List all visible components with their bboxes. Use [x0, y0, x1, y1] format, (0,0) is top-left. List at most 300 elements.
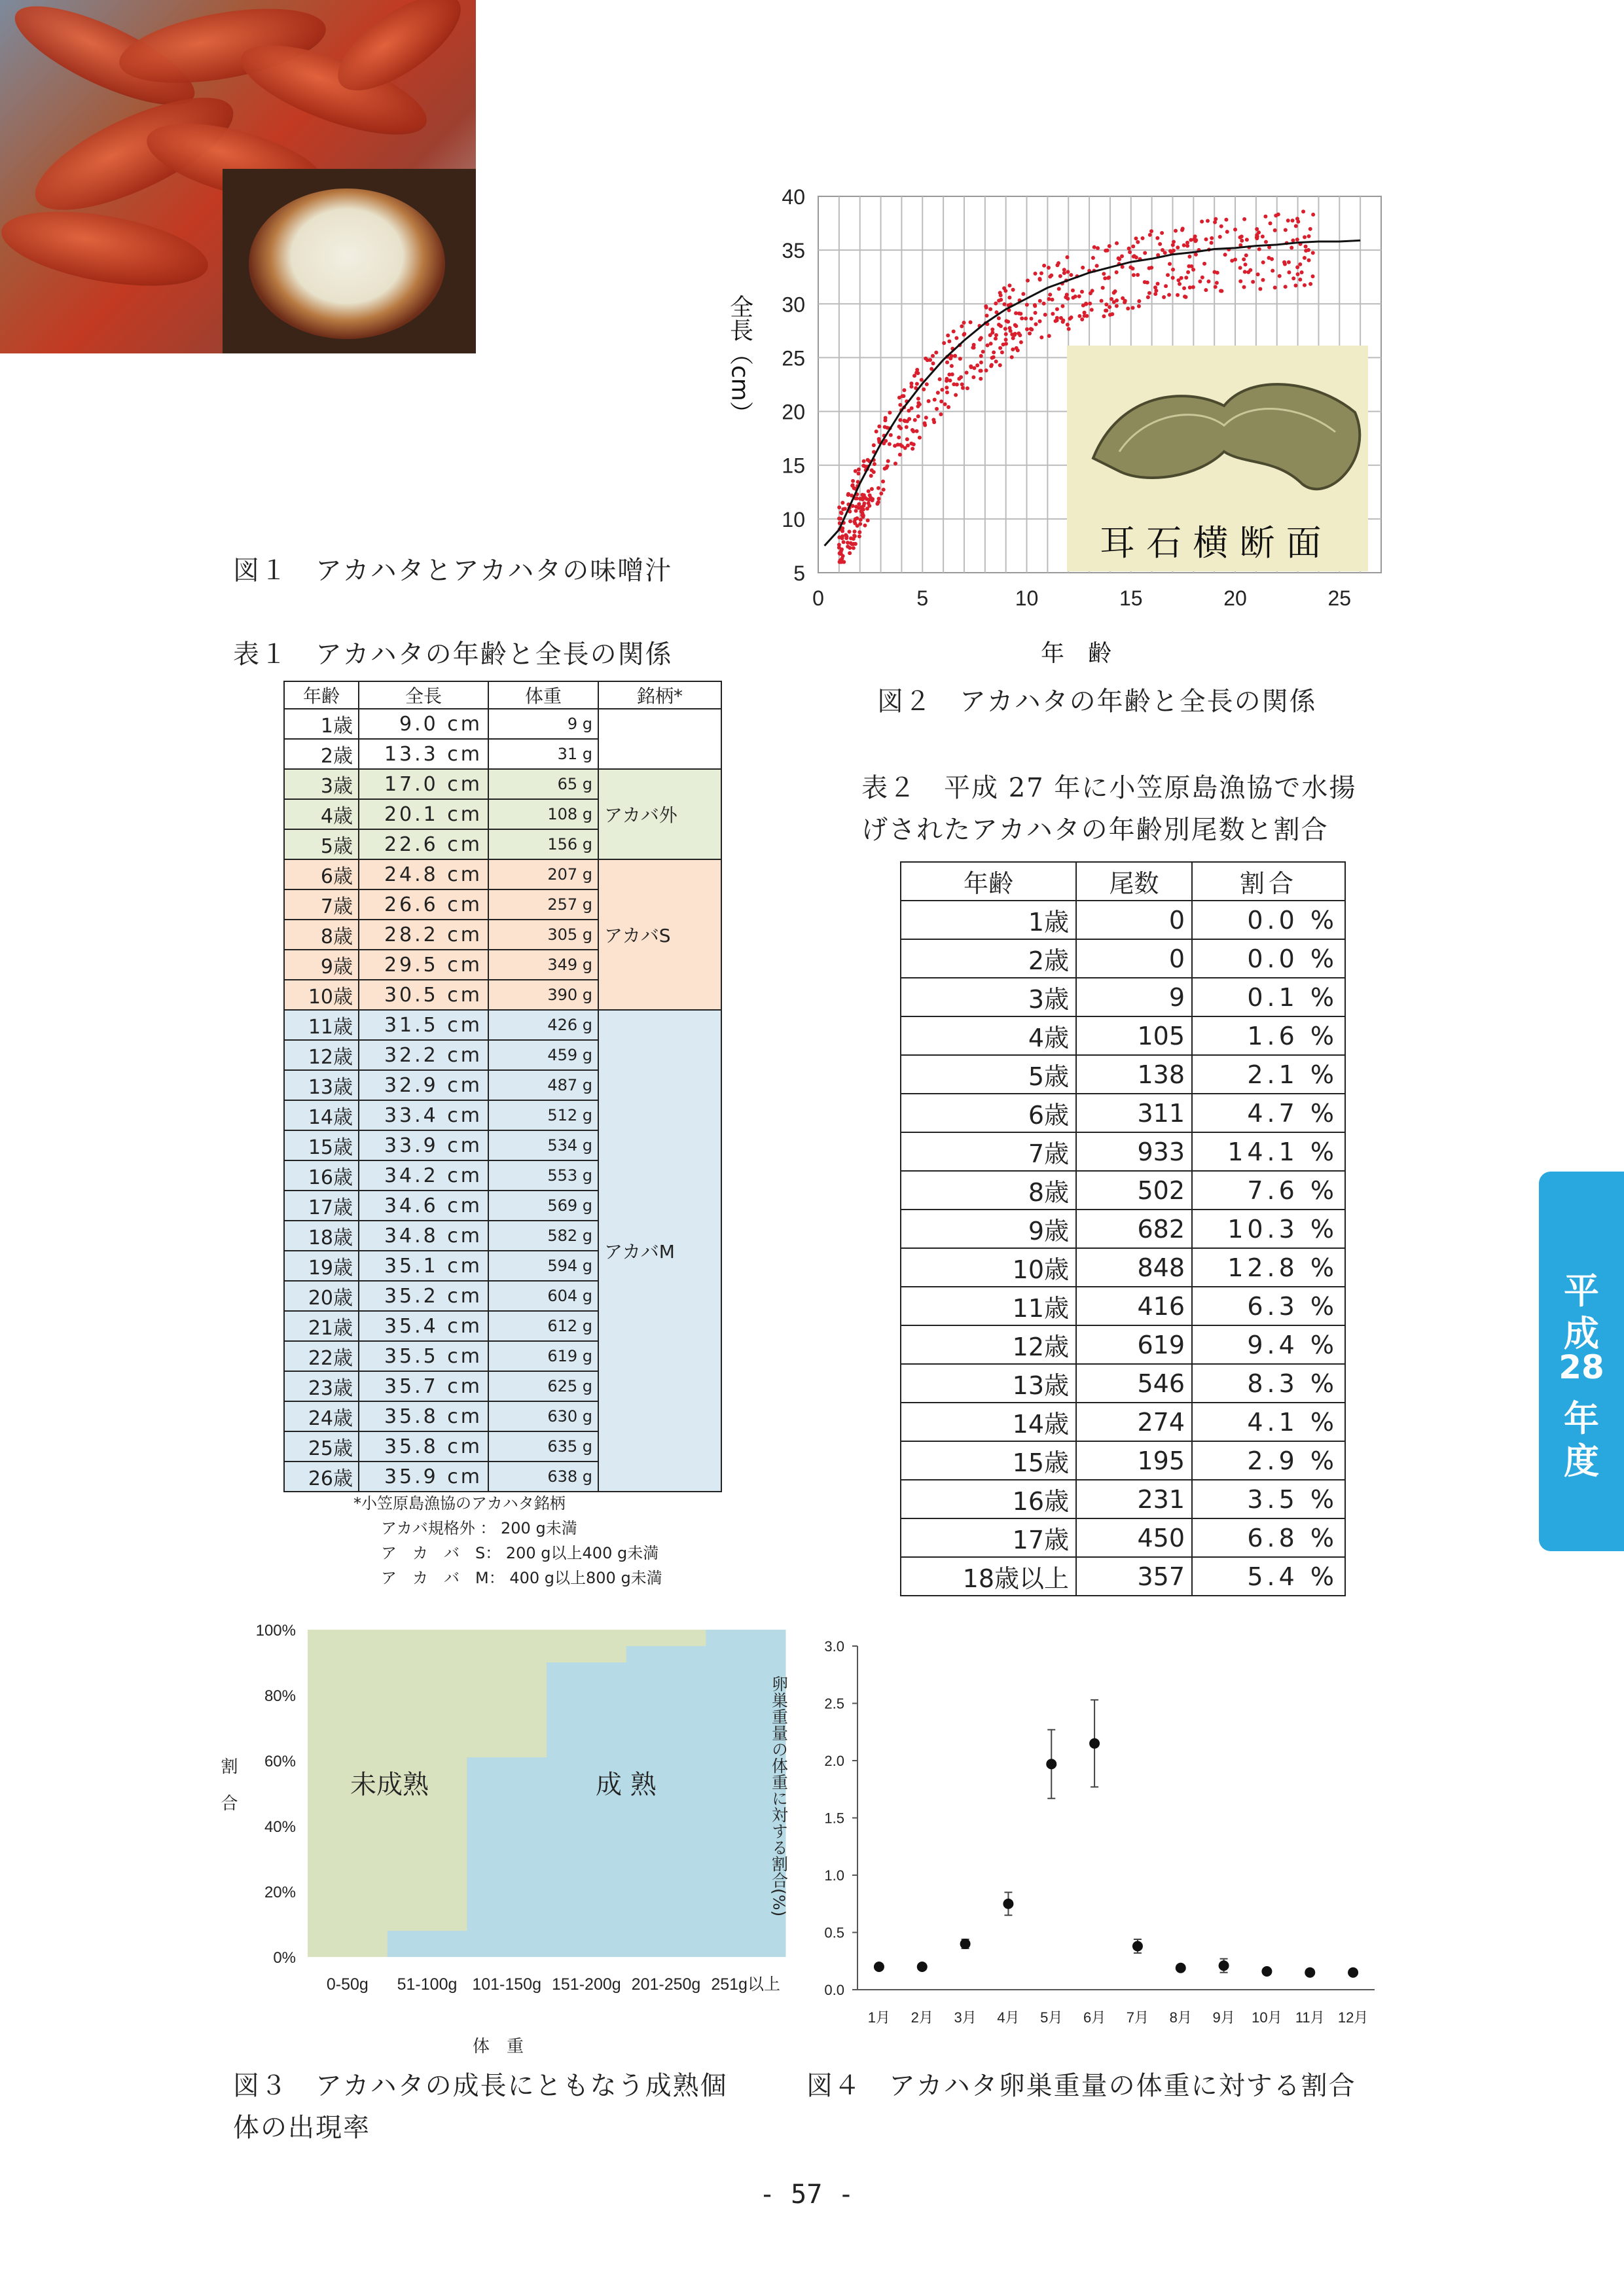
scatter-point	[1107, 276, 1111, 279]
scatter-point	[1131, 306, 1135, 310]
scatter-point	[854, 469, 857, 473]
scatter-point	[846, 545, 850, 548]
scatter-point	[898, 403, 902, 407]
scatter-point	[918, 436, 922, 440]
weight-cell: 553 g	[488, 1160, 598, 1191]
scatter-point	[1219, 289, 1223, 293]
immature-label: 未成熟	[350, 1770, 429, 1800]
scatter-point	[842, 560, 846, 564]
scatter-point	[1095, 264, 1099, 268]
scatter-point	[1149, 266, 1153, 270]
weight-cell: 305 g	[488, 920, 598, 950]
scatter-point	[1300, 270, 1304, 274]
scatter-point	[902, 388, 906, 392]
table-row	[901, 1441, 1345, 1480]
scatter-point	[873, 462, 876, 466]
scatter-point	[1187, 264, 1191, 268]
age-cell: 11歳	[284, 1010, 359, 1040]
ratio-cell: 1.6 %	[1192, 1016, 1345, 1055]
y-tick-label: 15	[782, 454, 805, 478]
scatter-point	[1148, 233, 1152, 237]
scatter-point	[1294, 224, 1298, 228]
scatter-point	[1013, 333, 1017, 337]
scatter-point	[1092, 245, 1096, 249]
scatter-point	[1284, 228, 1288, 232]
note-line: ア カ バ M： 400 g以上800 g未満	[381, 1569, 662, 1587]
scatter-point	[1003, 327, 1007, 331]
scatter-point	[978, 368, 982, 372]
scatter-point	[948, 357, 952, 361]
scatter-point	[1104, 249, 1108, 253]
scatter-point	[1117, 257, 1121, 260]
ratio-cell: 12.8 %	[1192, 1248, 1345, 1287]
scatter-point	[1273, 228, 1277, 232]
ratio-cell: 9.4 %	[1192, 1325, 1345, 1364]
age-cell: 1歳	[284, 709, 359, 739]
header-age: 年齢	[284, 681, 359, 709]
ratio-cell: 3.5 %	[1192, 1480, 1345, 1518]
scatter-point	[1161, 248, 1164, 252]
scatter-point	[1210, 236, 1214, 240]
x-tick-label: 201-250g	[631, 1975, 701, 1994]
age-cell: 25歳	[284, 1431, 359, 1462]
length-cell: 28.2 cm	[359, 920, 488, 950]
scatter-point	[852, 520, 856, 524]
scatter-point	[962, 321, 965, 325]
scatter-point	[1282, 260, 1286, 264]
length-cell: 32.2 cm	[359, 1040, 488, 1070]
scatter-point	[1043, 313, 1047, 317]
otolith-label: 耳 石 横 断 面	[1100, 522, 1322, 564]
scatter-point	[1146, 295, 1150, 299]
scatter-point	[1060, 304, 1064, 308]
scatter-point	[1143, 251, 1147, 255]
weight-cell: 638 g	[488, 1462, 598, 1492]
scatter-point	[1081, 304, 1085, 308]
data-point	[874, 1962, 884, 1972]
note-line: ア カ バ S： 200 g以上400 g未満	[381, 1544, 659, 1562]
scatter-point	[1134, 236, 1138, 240]
fig3-caption-line1: 図３ アカハタの成長にともなう成熟個	[233, 2071, 728, 2101]
count-cell: 9	[1076, 978, 1192, 1016]
scatter-point	[965, 386, 969, 390]
scatter-point	[939, 399, 943, 403]
scatter-point	[1311, 251, 1315, 255]
x-tick-label: 8月	[1169, 2009, 1192, 2026]
scatter-point	[999, 293, 1003, 297]
scatter-point	[1137, 304, 1141, 308]
count-cell: 0	[1076, 901, 1192, 939]
scatter-point	[936, 391, 940, 395]
scatter-point	[1030, 328, 1034, 332]
scatter-point	[1184, 295, 1188, 299]
scatter-point	[947, 340, 951, 344]
length-cell: 34.2 cm	[359, 1160, 488, 1191]
count-cell: 357	[1076, 1557, 1192, 1596]
scatter-point	[1010, 355, 1014, 359]
scatter-point	[1090, 308, 1094, 312]
scatter-point	[916, 414, 920, 418]
count-cell: 619	[1076, 1325, 1192, 1364]
table-row	[284, 769, 721, 799]
scatter-point	[866, 518, 870, 522]
scatter-point	[1066, 270, 1070, 274]
y-tick-label: 0.0	[824, 1982, 844, 1998]
scatter-point	[1214, 285, 1218, 289]
scatter-point	[1004, 332, 1008, 336]
scatter-point	[861, 464, 865, 468]
scatter-point	[1115, 270, 1119, 274]
age-cell: 13歳	[901, 1364, 1076, 1403]
scatter-point	[1304, 245, 1308, 249]
y-tick-label: 10	[782, 507, 805, 531]
scatter-point	[854, 505, 858, 509]
year-side-tab	[1539, 1172, 1624, 1551]
length-cell: 35.7 cm	[359, 1371, 488, 1401]
weight-cell: 630 g	[488, 1401, 598, 1431]
scatter-point	[1258, 287, 1262, 291]
scatter-point	[1080, 290, 1084, 294]
brand-cell: アカバM	[598, 1010, 721, 1492]
scatter-point	[960, 325, 964, 329]
mature-area-segment	[467, 1757, 547, 1957]
scatter-point	[1001, 342, 1005, 346]
scatter-point	[897, 435, 901, 439]
scatter-point	[1307, 259, 1311, 262]
y-tick-label: 35	[782, 239, 805, 263]
scatter-point	[1091, 289, 1094, 293]
scatter-point	[1291, 219, 1295, 223]
scatter-point	[1255, 234, 1259, 238]
header-brand: 銘柄*	[598, 681, 721, 709]
age-cell: 19歳	[284, 1251, 359, 1281]
scatter-point	[1296, 220, 1300, 224]
scatter-point	[1136, 273, 1140, 277]
ratio-cell: 4.1 %	[1192, 1403, 1345, 1441]
scatter-point	[1137, 299, 1141, 303]
scatter-point	[942, 341, 946, 345]
scatter-point	[1004, 338, 1008, 342]
scatter-point	[1238, 279, 1242, 283]
length-cell: 35.4 cm	[359, 1311, 488, 1341]
scatter-point	[961, 386, 965, 390]
x-tick-label: 3月	[954, 2009, 977, 2026]
scatter-point	[855, 516, 859, 520]
scatter-point	[1033, 304, 1037, 308]
scatter-point	[994, 336, 998, 340]
scatter-point	[1263, 215, 1267, 219]
scatter-point	[984, 368, 988, 372]
scatter-point	[881, 480, 885, 484]
scatter-point	[1303, 283, 1307, 287]
scatter-point	[849, 536, 853, 540]
scatter-point	[857, 535, 861, 539]
scatter-point	[990, 356, 994, 360]
scatter-point	[884, 466, 888, 470]
age-cell: 10歳	[284, 980, 359, 1010]
table-row	[901, 1055, 1345, 1094]
scatter-point	[840, 501, 844, 505]
length-cell: 26.6 cm	[359, 889, 488, 920]
scatter-point	[1224, 218, 1228, 222]
scatter-point	[1007, 283, 1011, 287]
fig2-xlabel: 年 齢	[1041, 640, 1112, 667]
scatter-point	[965, 370, 969, 374]
x-tick-label: 2月	[911, 2009, 933, 2026]
scatter-point	[1244, 253, 1248, 257]
scatter-point	[1269, 221, 1272, 225]
scatter-point	[1278, 274, 1282, 278]
scatter-point	[920, 378, 924, 382]
scatter-point	[1077, 314, 1081, 318]
scatter-point	[1242, 217, 1246, 221]
data-point	[960, 1939, 971, 1949]
x-tick-label: 12月	[1337, 2009, 1369, 2026]
scatter-point	[916, 397, 920, 401]
scatter-point	[1171, 276, 1175, 280]
scatter-point	[909, 442, 913, 446]
y-tick-label: 20%	[264, 1884, 296, 1901]
x-tick-label: 1月	[867, 2009, 891, 2026]
table-header-row	[901, 862, 1345, 901]
scatter-point	[1176, 293, 1180, 297]
table-row	[901, 1132, 1345, 1171]
scatter-point	[1100, 299, 1104, 303]
count-cell: 0	[1076, 939, 1192, 978]
scatter-point	[1284, 285, 1288, 289]
scatter-point	[916, 401, 920, 405]
age-cell: 12歳	[284, 1040, 359, 1070]
scatter-point	[1174, 229, 1178, 233]
scatter-point	[870, 487, 874, 491]
x-tick-label: 10月	[1252, 2009, 1282, 2026]
scatter-point	[959, 375, 963, 379]
scatter-point	[859, 518, 863, 522]
scatter-point	[1160, 231, 1164, 235]
scatter-point	[1255, 227, 1259, 231]
weight-cell: 625 g	[488, 1371, 598, 1401]
scatter-point	[1051, 312, 1055, 315]
x-tick-label: 151-200g	[552, 1975, 621, 1994]
scatter-point	[1062, 268, 1066, 272]
fish-photo	[0, 0, 476, 353]
age-cell: 18歳	[284, 1221, 359, 1251]
scatter-point	[1009, 329, 1013, 333]
scatter-point	[1200, 219, 1204, 223]
age-cell: 12歳	[901, 1325, 1076, 1364]
age-length-table	[283, 681, 722, 1492]
count-cell: 311	[1076, 1094, 1192, 1132]
scatter-point	[1287, 270, 1291, 274]
table-row	[284, 709, 721, 739]
scatter-point	[1034, 311, 1038, 315]
length-cell: 17.0 cm	[359, 769, 488, 799]
length-cell: 22.6 cm	[359, 829, 488, 859]
scatter-point	[1149, 229, 1153, 233]
mature-area-segment	[626, 1646, 706, 1957]
scatter-point	[1238, 236, 1242, 240]
scatter-point	[1131, 245, 1135, 249]
scatter-point	[1295, 238, 1299, 242]
scatter-point	[872, 443, 876, 447]
data-point	[1348, 1967, 1358, 1978]
table-row	[901, 1364, 1345, 1403]
scatter-point	[1002, 302, 1006, 306]
table-row	[901, 1403, 1345, 1441]
scatter-point	[1102, 314, 1106, 318]
age-cell: 13歳	[284, 1070, 359, 1100]
scatter-point	[998, 363, 1002, 367]
scatter-point	[1101, 286, 1105, 290]
weight-cell: 487 g	[488, 1070, 598, 1100]
scatter-point	[1132, 273, 1136, 277]
scatter-point	[1311, 213, 1315, 217]
ratio-cell: 5.4 %	[1192, 1557, 1345, 1596]
scatter-point	[911, 428, 914, 432]
header-ratio: 割合	[1192, 862, 1345, 901]
fig4-caption: 図４ アカハタ卵巣重量の体重に対する割合	[806, 2071, 1356, 2101]
length-cell: 32.9 cm	[359, 1070, 488, 1100]
scatter-point	[841, 507, 845, 511]
scatter-point	[1056, 261, 1060, 265]
scatter-point	[852, 546, 856, 550]
age-cell: 14歳	[284, 1100, 359, 1130]
scatter-point	[1200, 276, 1204, 279]
data-point	[1176, 1963, 1186, 1973]
scatter-point	[1017, 331, 1020, 335]
length-cell: 30.5 cm	[359, 980, 488, 1010]
scatter-point	[938, 377, 942, 381]
scatter-point	[945, 386, 948, 389]
scatter-point	[1225, 230, 1229, 234]
scatter-point	[1003, 289, 1007, 293]
table-row	[901, 1325, 1345, 1364]
scatter-point	[1007, 296, 1011, 300]
scatter-point	[1202, 262, 1206, 266]
scatter-point	[1168, 262, 1172, 266]
scatter-point	[1136, 240, 1140, 244]
scatter-point	[867, 489, 871, 493]
age-cell: 22歳	[284, 1341, 359, 1371]
header-age: 年齢	[901, 862, 1076, 901]
scatter-point	[1108, 244, 1111, 248]
scatter-point	[1091, 256, 1095, 260]
scatter-point	[1055, 318, 1059, 322]
scatter-point	[1068, 317, 1072, 321]
table2-caption-line2: げされたアカハタの年齢別尾数と割合	[861, 815, 1329, 845]
scatter-point	[1303, 256, 1307, 260]
mature-area-segment	[547, 1662, 626, 1957]
scatter-point	[1168, 249, 1172, 253]
age-cell: 17歳	[901, 1518, 1076, 1557]
fig3-caption-line2: 体の出現率	[233, 2113, 370, 2143]
scatter-point	[1039, 335, 1043, 339]
scatter-point	[1191, 285, 1195, 289]
scatter-point	[915, 429, 919, 433]
scatter-point	[1047, 266, 1051, 270]
scatter-point	[947, 372, 951, 376]
scatter-point	[857, 467, 861, 471]
scatter-point	[1061, 320, 1065, 324]
scatter-point	[1274, 213, 1278, 217]
length-cell: 35.8 cm	[359, 1431, 488, 1462]
scatter-point	[1181, 226, 1185, 230]
data-point	[1132, 1941, 1143, 1952]
x-tick-label: 15	[1119, 586, 1143, 610]
scatter-point	[933, 398, 937, 402]
age-cell: 2歳	[901, 939, 1076, 978]
scatter-point	[1108, 305, 1111, 309]
scatter-point	[972, 343, 976, 347]
scatter-point	[1233, 228, 1237, 232]
scatter-point	[1048, 275, 1052, 279]
scatter-point	[1296, 272, 1300, 276]
weight-cell: 594 g	[488, 1251, 598, 1281]
scatter-point	[924, 357, 928, 361]
scatter-point	[1058, 274, 1062, 278]
length-cell: 20.1 cm	[359, 799, 488, 829]
scatter-point	[916, 404, 920, 408]
scatter-point	[837, 505, 841, 509]
weight-cell: 459 g	[488, 1040, 598, 1070]
scatter-point	[1104, 302, 1108, 306]
table-row	[901, 1480, 1345, 1518]
scatter-point	[848, 520, 852, 524]
scatter-point	[883, 425, 887, 429]
scatter-point	[1307, 248, 1310, 252]
scatter-point	[1273, 285, 1277, 289]
age-cell: 23歳	[284, 1371, 359, 1401]
scatter-point	[858, 522, 862, 526]
scatter-point	[950, 364, 954, 368]
weight-cell: 156 g	[488, 829, 598, 859]
age-cell: 10歳	[901, 1248, 1076, 1287]
scatter-point	[1020, 317, 1024, 321]
scatter-point	[840, 511, 844, 515]
age-length-chart	[727, 177, 1401, 674]
age-cell: 4歳	[284, 799, 359, 829]
age-cell: 3歳	[901, 978, 1076, 1016]
age-cell: 8歳	[901, 1171, 1076, 1210]
scatter-point	[877, 437, 881, 441]
age-cell: 6歳	[901, 1094, 1076, 1132]
x-tick-label: 101-150g	[472, 1975, 541, 1994]
scatter-point	[1191, 268, 1195, 272]
scatter-point	[1172, 240, 1176, 244]
age-cell: 26歳	[284, 1462, 359, 1492]
scatter-point	[1026, 279, 1030, 283]
age-cell: 20歳	[284, 1281, 359, 1311]
scatter-point	[1166, 273, 1170, 277]
x-tick-label: 7月	[1126, 2009, 1149, 2026]
scatter-point	[1128, 250, 1132, 254]
scatter-point	[1184, 276, 1188, 279]
y-tick-label: 25	[782, 346, 805, 370]
scatter-point	[1025, 327, 1029, 331]
length-cell: 24.8 cm	[359, 859, 488, 889]
header-weight: 体重	[488, 681, 598, 709]
landing-count-table	[900, 861, 1346, 1596]
data-point	[1046, 1759, 1056, 1769]
data-point	[917, 1962, 928, 1972]
scatter-point	[1154, 289, 1158, 293]
scatter-point	[847, 529, 851, 533]
scatter-point	[837, 516, 841, 520]
age-cell: 21歳	[284, 1311, 359, 1341]
scatter-point	[1244, 262, 1248, 266]
scatter-point	[909, 382, 913, 386]
x-tick-label: 5	[916, 586, 929, 610]
